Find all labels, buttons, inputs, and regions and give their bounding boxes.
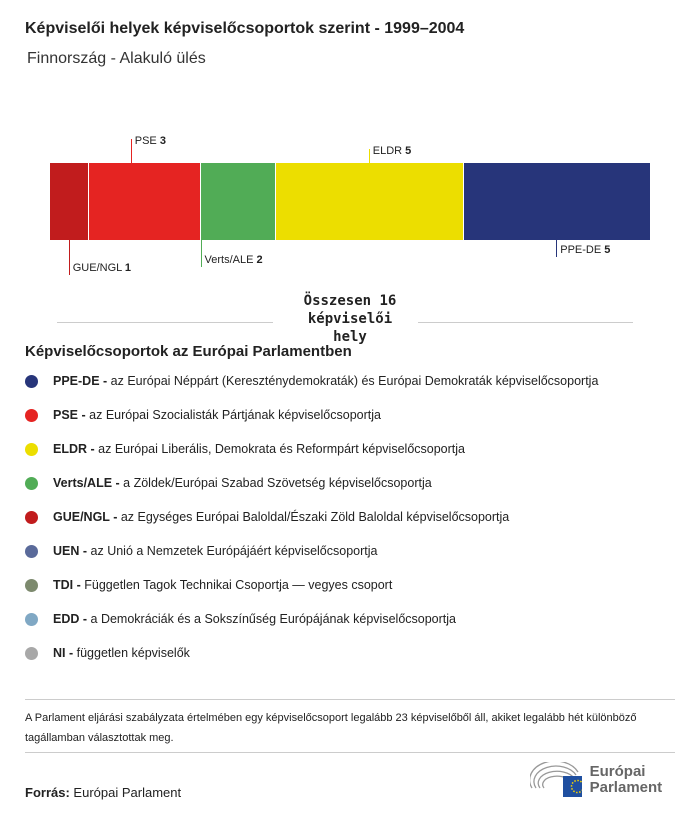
legend-item bbox=[25, 374, 598, 388]
bar-segment-verts-ale bbox=[200, 163, 275, 240]
legend-abbr: EDD - bbox=[53, 612, 88, 626]
legend-abbr: GUE/NGL - bbox=[53, 510, 118, 524]
logo-text: Európai Parlament bbox=[589, 763, 663, 796]
legend-desc: a Zöldek/Európai Szabad Szövetség képviselőcsoportja bbox=[123, 476, 432, 490]
legend-abbr: TDI - bbox=[53, 578, 81, 592]
legend-color-dot bbox=[25, 613, 38, 626]
data-label bbox=[205, 254, 263, 266]
data-label bbox=[373, 145, 412, 157]
legend-desc: az Európai Szocialisták Pártjának képviselőcsoportja bbox=[89, 408, 381, 422]
legend-desc: független képviselők bbox=[76, 646, 190, 660]
data-label-value: 1 bbox=[124, 262, 132, 274]
source-value: Európai Parlament bbox=[73, 785, 182, 800]
chart-subtitle: Finnország - Alakuló ülés bbox=[27, 50, 206, 67]
total-label: Összesen 16 képviselői hely bbox=[303, 293, 397, 345]
bar-segment-gue-ngl bbox=[50, 163, 88, 240]
legend-item bbox=[25, 510, 509, 524]
legend-desc: az Európai Liberális, Demokrata és Reformpárt képviselőcsoportja bbox=[98, 442, 465, 456]
data-label-value: 3 bbox=[159, 135, 166, 147]
legend-color-dot bbox=[25, 409, 38, 422]
bar-segment-eldr bbox=[275, 163, 463, 240]
legend-desc: az Egységes Európai Baloldal/Északi Zöld Baloldal képviselőcsoportja bbox=[120, 510, 510, 524]
legend-item bbox=[25, 476, 432, 490]
legend-color-dot bbox=[25, 579, 38, 592]
legend-abbr: NI - bbox=[53, 646, 74, 660]
data-label-value: 5 bbox=[405, 145, 412, 157]
legend-color-dot bbox=[25, 443, 38, 456]
data-label-category: PPE-DE bbox=[560, 244, 602, 256]
divider bbox=[418, 322, 633, 323]
bar-segment-pse bbox=[88, 163, 201, 240]
legend-desc: az Európai Néppárt (Kereszténydemokraták) és Európai Demokraták képviselőcsoportja bbox=[110, 374, 599, 388]
source bbox=[25, 785, 181, 800]
label-leader-line bbox=[201, 240, 202, 267]
legend-item bbox=[25, 442, 465, 456]
chart-title: Képviselői helyek képviselőcsoportok szerint - 1999–2004 bbox=[25, 20, 465, 37]
legend-abbr: Verts/ALE - bbox=[53, 476, 120, 490]
data-label-category: PSE bbox=[134, 135, 157, 147]
data-label-category: Verts/ALE bbox=[204, 254, 254, 266]
data-label bbox=[560, 244, 610, 256]
bar-segment-ppe-de bbox=[463, 163, 651, 240]
divider bbox=[57, 322, 273, 323]
label-leader-line bbox=[69, 240, 70, 275]
legend-item bbox=[25, 646, 190, 660]
legend-desc: Független Tagok Technikai Csoportja — vegyes csoport bbox=[84, 578, 393, 592]
parliament-logo-icon bbox=[530, 762, 582, 798]
legend-abbr: PPE-DE - bbox=[53, 374, 108, 388]
legend-color-dot bbox=[25, 511, 38, 524]
legend-abbr: PSE - bbox=[53, 408, 86, 422]
legend-color-dot bbox=[25, 545, 38, 558]
footnote: A Parlament eljárási szabályzata értelmében egy képviselőcsoport legalább 23 képviselőből áll, akiket legalább hét különböző tagállamban választottak meg. bbox=[25, 712, 637, 744]
data-label bbox=[73, 262, 131, 274]
source-label: Forrás: bbox=[25, 785, 70, 800]
data-label-value: 5 bbox=[604, 244, 611, 256]
legend-item bbox=[25, 408, 381, 422]
legend-color-dot bbox=[25, 647, 38, 660]
legend-desc: az Unió a Nemzetek Európájáért képviselőcsoportja bbox=[90, 544, 378, 558]
legend-abbr: ELDR - bbox=[53, 442, 95, 456]
legend-color-dot bbox=[25, 477, 38, 490]
label-leader-line bbox=[556, 240, 557, 257]
ep-logo bbox=[530, 762, 700, 798]
divider bbox=[25, 699, 675, 700]
data-label-category: GUE/NGL bbox=[72, 262, 122, 274]
data-label-value: 2 bbox=[256, 254, 263, 266]
label-leader-line bbox=[131, 139, 132, 163]
legend-color-dot bbox=[25, 375, 38, 388]
legend-item bbox=[25, 612, 456, 626]
data-label-category: ELDR bbox=[372, 145, 403, 157]
label-leader-line bbox=[369, 149, 370, 163]
data-label bbox=[135, 135, 166, 147]
legend-item bbox=[25, 578, 392, 592]
divider bbox=[25, 752, 675, 753]
legend-title: Képviselőcsoportok az Európai Parlamentben bbox=[25, 343, 352, 360]
legend-item bbox=[25, 544, 377, 558]
legend-abbr: UEN - bbox=[53, 544, 88, 558]
legend-desc: a Demokráciák és a Sokszínűség Európájának képviselőcsoportja bbox=[90, 612, 456, 626]
stacked-bar bbox=[50, 163, 650, 240]
